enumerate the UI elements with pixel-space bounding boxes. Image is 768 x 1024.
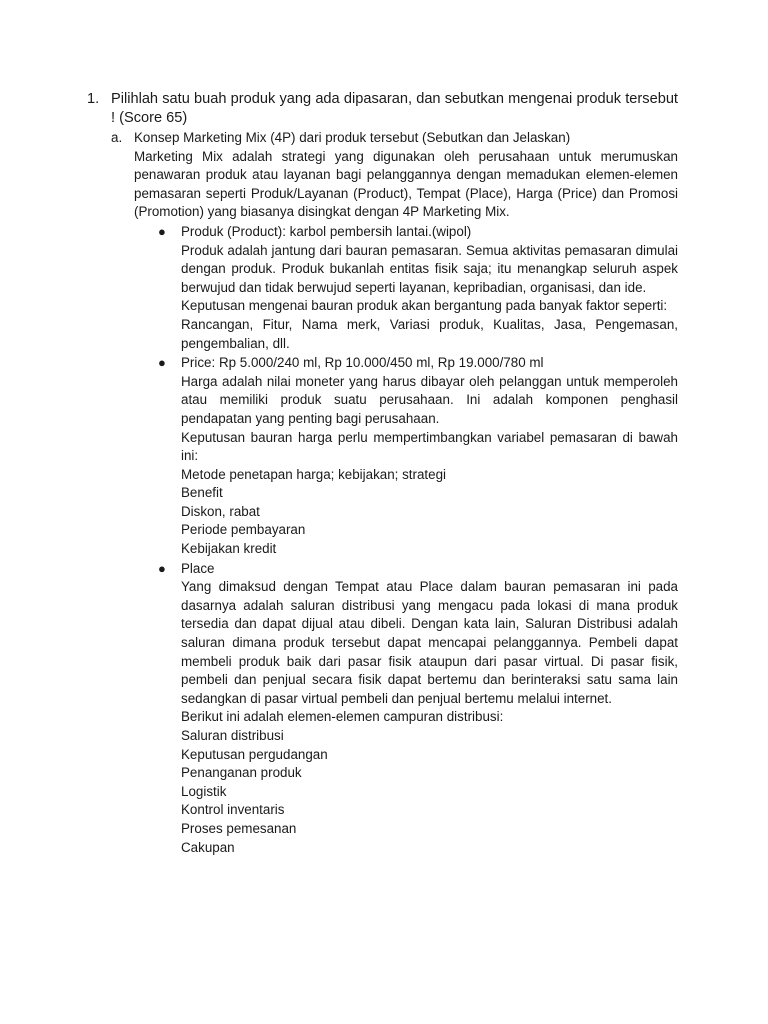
- list-line: Logistik: [181, 783, 227, 799]
- bullet-title: Price: Rp 5.000/240 ml, Rp 10.000/450 ml, Rp 19.000/780 ml: [181, 355, 544, 371]
- bullet-paragraph: Keputusan mengenai bauran produk akan bergantung pada banyak faktor seperti:: [181, 298, 668, 314]
- bullet-price: [0, 354, 678, 559]
- question-number: 1.: [87, 91, 100, 107]
- bullet-dot-icon: ●: [158, 223, 166, 239]
- subitem-letter: a.: [111, 130, 123, 145]
- list-line: Diskon, rabat: [181, 503, 260, 519]
- bullet-paragraph: Keputusan bauran harga perlu mempertimbangkan variabel pemasaran di bawah ini:: [181, 429, 678, 464]
- list-line: Metode penetapan harga; kebijakan; strategi: [181, 466, 447, 482]
- list-line: Periode pembayaran: [181, 522, 306, 538]
- subitem-intro: Marketing Mix adalah strategi yang digunakan oleh perusahaan untuk merumuskan penawaran produk atau layanan bagi pelanggannya dengan memadukan elemen-elemen pemasaran seperti Produk/Layanan (Product), Tempat (Place), Harga (Price) dan Promosi (Promotion) yang biasanya disingkat dengan 4P Marketing Mix.: [134, 148, 678, 220]
- bullet-paragraph: Rancangan, Fitur, Nama merk, Variasi produk, Kualitas, Jasa, Pengemasan, pengembalian, dll.: [181, 316, 678, 351]
- bullet-paragraph: Produk adalah jantung dari bauran pemasaran. Semua aktivitas pemasaran dimulai dengan produk. Produk bukanlah entitas fisik saja; itu menangkap seluruh aspek berwujud dan tidak berwujud seperti layanan, kepribadian, organisasi, dan ide.: [181, 242, 678, 295]
- bullet-title: Place: [181, 560, 215, 576]
- list-line: Cakupan: [181, 839, 235, 855]
- list-line: Kebijakan kredit: [181, 541, 277, 557]
- bullet-product: [0, 223, 678, 353]
- bullet-place: [0, 560, 678, 858]
- bullet-paragraph: Berikut ini adalah elemen-elemen campuran distribusi:: [181, 709, 504, 725]
- list-line: Penanganan produk: [181, 765, 302, 781]
- list-line: Kontrol inventaris: [181, 802, 285, 818]
- subitem-heading: Konsep Marketing Mix (4P) dari produk tersebut (Sebutkan dan Jelaskan): [134, 130, 571, 145]
- list-line: Keputusan pergudangan: [181, 746, 328, 762]
- question-text: Pilihlah satu buah produk yang ada dipasaran, dan sebutkan mengenai produk tersebut ! (Score 65): [111, 91, 678, 126]
- bullet-paragraph: Harga adalah nilai moneter yang harus dibayar oleh pelanggan untuk memperoleh atau memiliki produk suatu perusahaan. Ini adalah komponen penghasil pendapatan yang penting bagi perusahaan.: [181, 373, 678, 426]
- list-line: Saluran distribusi: [181, 728, 284, 743]
- list-line: Benefit: [181, 485, 223, 501]
- bullet-dot-icon: ●: [158, 355, 166, 371]
- list-line: Proses pemesanan: [181, 820, 297, 836]
- bullet-title: Produk (Product): karbol pembersih lantai.(wipol): [181, 223, 472, 239]
- question-item: [0, 90, 678, 128]
- bullet-paragraph: Yang dimaksud dengan Tempat atau Place dalam bauran pemasaran ini pada dasarnya adalah saluran distribusi yang mengacu pada lokasi di mana produk tersedia dan dapat dijual atau dibeli. Dengan kata lain, Saluran Distribusi adalah saluran dimana produk tersebut dapat mencapai pelanggannya. Pembeli dapat membeli produk baik dari pasar fisik ataupun dari pasar virtual. Di pasar fisik, pembeli dan penjual secara fisik dapat bertemu dan berinteraksi satu sama lain sedangkan di pasar virtual pembeli dan penjual bertemu melalui internet.: [181, 579, 678, 706]
- subitem-heading-row: [0, 129, 678, 148]
- document-content: [0, 90, 768, 857]
- bullet-dot-icon: ●: [158, 560, 166, 576]
